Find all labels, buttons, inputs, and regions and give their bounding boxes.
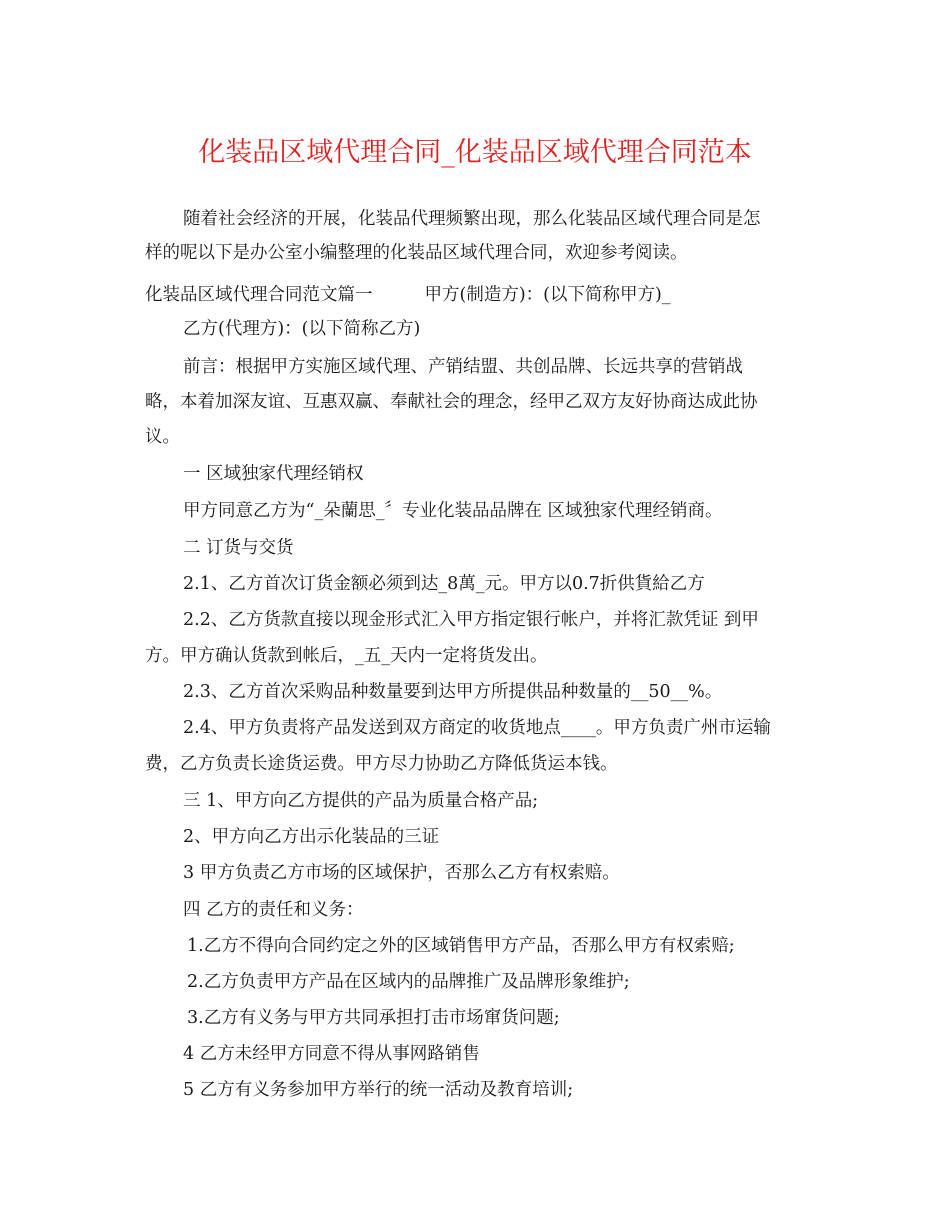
preface-line-1: 前言：根据甲方实施区域代理、产销结盟、共创品牌、长远共享的营销战 [183,357,743,377]
clause-4-5: 5 乙方有义务参加甲方举行的统一活动及教育培训; [183,1080,574,1100]
party-a-label: 甲方(制造方)：(以下简称甲方)_ [424,285,671,305]
sample-label: 化装品区域代理合同范文篇一 [145,285,373,305]
clause-3-2: 2、甲方向乙方出示化装品的三证 [183,827,440,847]
section-1-body: 甲方同意乙方为“_朵蘭思_〞专业化装品品牌在 区域独家代理经销商。 [183,501,723,521]
party-b-label: 乙方(代理方)：(以下简称乙方) [183,319,421,339]
clause-4-4: 4 乙方未经甲方同意不得从事网路销售 [183,1044,480,1064]
clause-4-3: 3.乙方有义务与甲方共同承担打击市场窜货问题; [187,1008,560,1028]
document-title: 化装品区域代理合同_化装品区域代理合同范本 [198,137,752,168]
intro-line-1: 随着社会经济的开展，化装品代理频繁出现，那么化装品区域代理合同是怎 [183,209,761,229]
section-1-title: 一 区域独家代理经销权 [183,464,364,484]
clause-2-2-line-1: 2.2、乙方货款直接以现金形式汇入甲方指定银行帐户，并将汇款凭证 到甲 [183,610,759,630]
intro-line-2: 样的呢以下是办公室小编整理的化装品区域代理合同，欢迎参考阅读。 [145,243,688,263]
sample-heading [145,287,671,305]
clause-2-4-line-1: 2.4、甲方负责将产品发送到双方商定的收货地点____。甲方负责广州市运输 [183,718,771,738]
preface-line-2: 略，本着加深友谊、互惠双赢、奉献社会的理念，经甲乙双方友好协商达成此协 [145,392,758,412]
section-4-title: 四 乙方的责任和义务： [183,900,364,920]
preface-line-3: 议。 [145,427,180,447]
clause-4-2: 2.乙方负责甲方产品在区域内的品牌推广及品牌形象维护; [187,972,630,992]
clause-2-4-line-2: 费，乙方负责长途货运费。甲方尽力协助乙方降低货运本钱。 [145,754,618,774]
clause-2-1: 2.1、乙方首次订货金额必须到达_8萬_元。甲方以0.7折供貨給乙方 [183,574,705,594]
clause-2-2-line-2: 方。甲方确认货款到帐后，_五_天内一定将货发出。 [145,646,548,666]
clause-2-3: 2.3、乙方首次采购品种数量要到达甲方所提供品种数量的__50__%。 [183,682,723,702]
clause-3-1: 三 1、甲方向乙方提供的产品为质量合格产品; [183,791,539,811]
clause-3-3: 3 甲方负责乙方市场的区域保护，否那么乙方有权索赔。 [183,863,620,883]
clause-4-1: 1.乙方不得向合同约定之外的区域销售甲方产品，否那么甲方有权索赔; [187,936,735,956]
section-2-title: 二 订货与交货 [183,538,294,558]
